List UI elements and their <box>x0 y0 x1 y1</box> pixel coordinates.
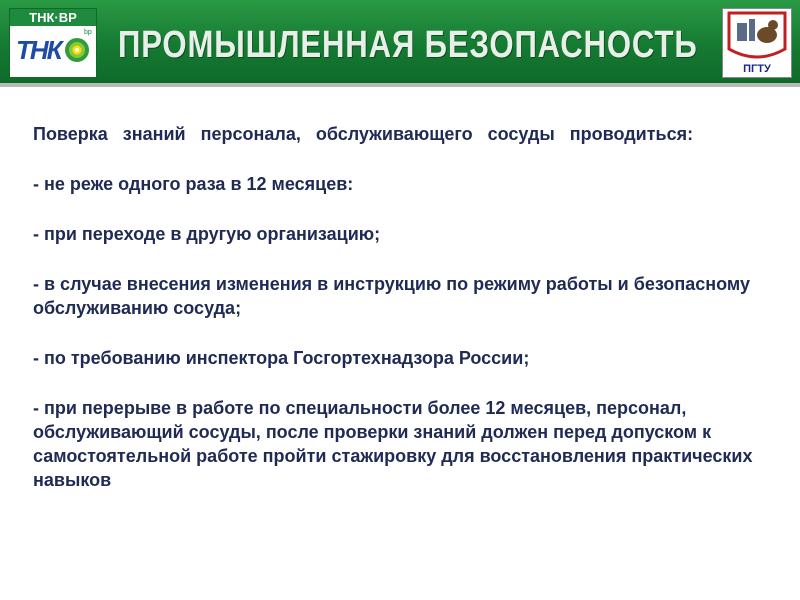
slide-content <box>33 122 775 518</box>
logo-top-text: ТНК·BP <box>10 9 96 26</box>
bear-emblem-icon <box>723 9 791 63</box>
intro-text: Поверка знаний персонала, обслуживающего сосуды проводиться: <box>33 124 694 144</box>
pgtu-logo <box>722 8 792 78</box>
list-item: - при перерыве в работе по специальности более 12 месяцев, персонал, обслуживающий сосуды, после проверки знаний должен перед допуском к самостоятельной работе пройти стажировку для восстановления практических навыков <box>33 398 753 490</box>
list-item: - не реже одного раза в 12 месяцев: <box>33 174 354 194</box>
bp-helios-icon <box>64 37 90 63</box>
logo-bp-text: bp <box>84 29 92 36</box>
tnk-bp-logo <box>9 8 97 78</box>
list-item: - при переходе в другую организацию; <box>33 224 381 244</box>
list-item: - по требованию инспектора Госгортехнадзора России; <box>33 348 530 368</box>
page-title: ПРОМЫШЛЕННАЯ БЕЗОПАСНОСТЬ <box>118 24 698 66</box>
list-item: - в случае внесения изменения в инструкцию по режиму работы и безопасному обслуживанию сосуда; <box>33 274 750 318</box>
pgtu-text: ПГТУ <box>743 63 771 75</box>
header-bar <box>0 0 800 83</box>
logo-main-text: ТНК <box>16 35 61 65</box>
header-divider <box>0 83 800 87</box>
